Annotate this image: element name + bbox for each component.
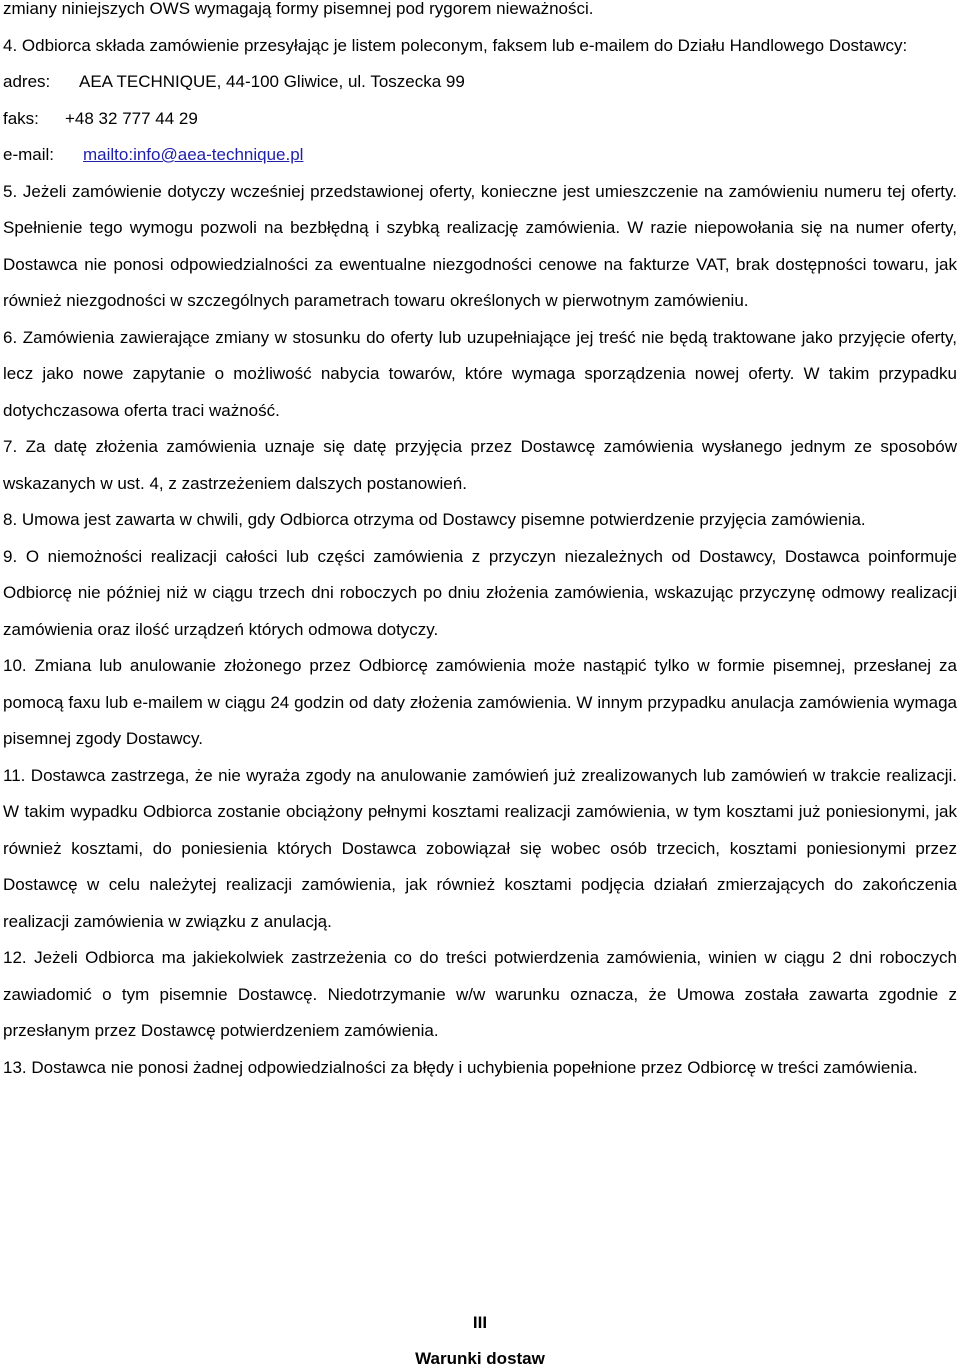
fax-value: +48 32 777 44 29 bbox=[65, 108, 198, 128]
paragraph-9: 9. O niemożności realizacji całości lub części zamówienia z przyczyn niezależnych od Dostawcy, Dostawca poinformuje Odbiorcę nie później niż w ciągu trzech dni roboczych po dniu złożenia zamówienia, wskazując przyczynę odmowy realizacji zamówienia oraz ilość urządzeń których odmowa dotyczy. bbox=[3, 546, 957, 639]
address-label: adres: bbox=[3, 72, 51, 91]
paragraph-intro-tail: zmiany niniejszych OWS wymagają formy pisemnej pod rygorem nieważności. bbox=[3, 0, 594, 18]
email-link[interactable]: mailto:info@aea-technique.pl bbox=[83, 145, 304, 164]
email-line bbox=[3, 137, 957, 174]
address-value: AEA TECHNIQUE, 44-100 Gliwice, ul. Toszecka 99 bbox=[79, 72, 465, 91]
paragraph-10: 10. Zmiana lub anulowanie złożonego przez Odbiorcę zamówienia może nastąpić tylko w formie pisemnej, przesłanej za pomocą faxu lub e-mailem w ciągu 24 godzin od daty złożenia zamówienia. W innym przypadku anulacja zamówienia wymaga pisemnej zgody Dostawcy. bbox=[3, 656, 957, 748]
paragraph-5: 5. Jeżeli zamówienie dotyczy wcześniej przedstawionej oferty, konieczne jest umieszczenie na zamówieniu numeru tej oferty. Spełnienie tego wymogu pozwoli na bezbłędną i szybką realizację zamówienia. W razie niepowołania się na numer oferty, Dostawca nie ponosi odpowiedzialności za ewentualne niezgodności cenowe na fakturze VAT, brak dostępności towaru, jak również niezgodności w szczególnych parametrach towaru określonych w pierwotnym zamówieniu. bbox=[3, 181, 957, 310]
document-body bbox=[3, 0, 957, 1086]
paragraph-4: 4. Odbiorca składa zamówienie przesyłając je listem poleconym, faksem lub e-mailem do Działu Handlowego Dostawcy: bbox=[3, 35, 908, 55]
section-number: III bbox=[472, 1313, 488, 1332]
paragraph-7: 7. Za datę złożenia zamówienia uznaje się datę przyjęcia przez Dostawcę zamówienia wysłanego jednym ze sposobów wskazanych w ust. 4, z zastrzeżeniem dalszych postanowień. bbox=[3, 437, 957, 493]
fax-label: faks: bbox=[3, 108, 39, 128]
paragraph-13: 13. Dostawca nie ponosi żadnej odpowiedzialności za błędy i uchybienia popełnione przez Odbiorcę w treści zamówienia. bbox=[3, 1057, 918, 1077]
fax-line bbox=[3, 101, 957, 138]
address-line bbox=[3, 64, 957, 101]
email-label: e-mail: bbox=[3, 145, 55, 164]
paragraph-11: 11. Dostawca zastrzega, że nie wyraża zgody na anulowanie zamówień już zrealizowanych lub zamówień w trakcie realizacji. W takim wypadku Odbiorca zostanie obciążony pełnymi kosztami realizacji zamówienia, w tym kosztami już poniesionymi, jak również kosztami, do poniesienia których Dostawca zobowiązał się wobec osób trzecich, kosztami poniesionymi przez Dostawcę w celu należytej realizacji zamówienia, jak również kosztami podjęcia działań zmierzających do zakończenia realizacji zamówienia w związku z anulacją. bbox=[3, 765, 957, 931]
paragraph-12: 12. Jeżeli Odbiorca ma jakiekolwiek zastrzeżenia co do treści potwierdzenia zamówienia, winien w ciągu 2 dni roboczych zawiadomić o tym pisemnie Dostawcę. Niedotrzymanie w/w warunku oznacza, że Umowa została zawarta zgodnie z przesłanym przez Dostawcę potwierdzeniem zamówienia. bbox=[3, 948, 957, 1040]
paragraph-8: 8. Umowa jest zawarta w chwili, gdy Odbiorca otrzyma od Dostawcy pisemne potwierdzenie przyjęcia zamówienia. bbox=[3, 510, 866, 529]
paragraph-6: 6. Zamówienia zawierające zmiany w stosunku do oferty lub uzupełniające jej treść nie będą traktowane jako przyjęcie oferty, lecz jako nowe zapytanie o możliwość nabycia towarów, które wymaga sporządzenia nowej oferty. W takim przypadku dotychczasowa oferta traci ważność. bbox=[3, 327, 957, 420]
section-title: Warunki dostaw bbox=[415, 1349, 545, 1368]
